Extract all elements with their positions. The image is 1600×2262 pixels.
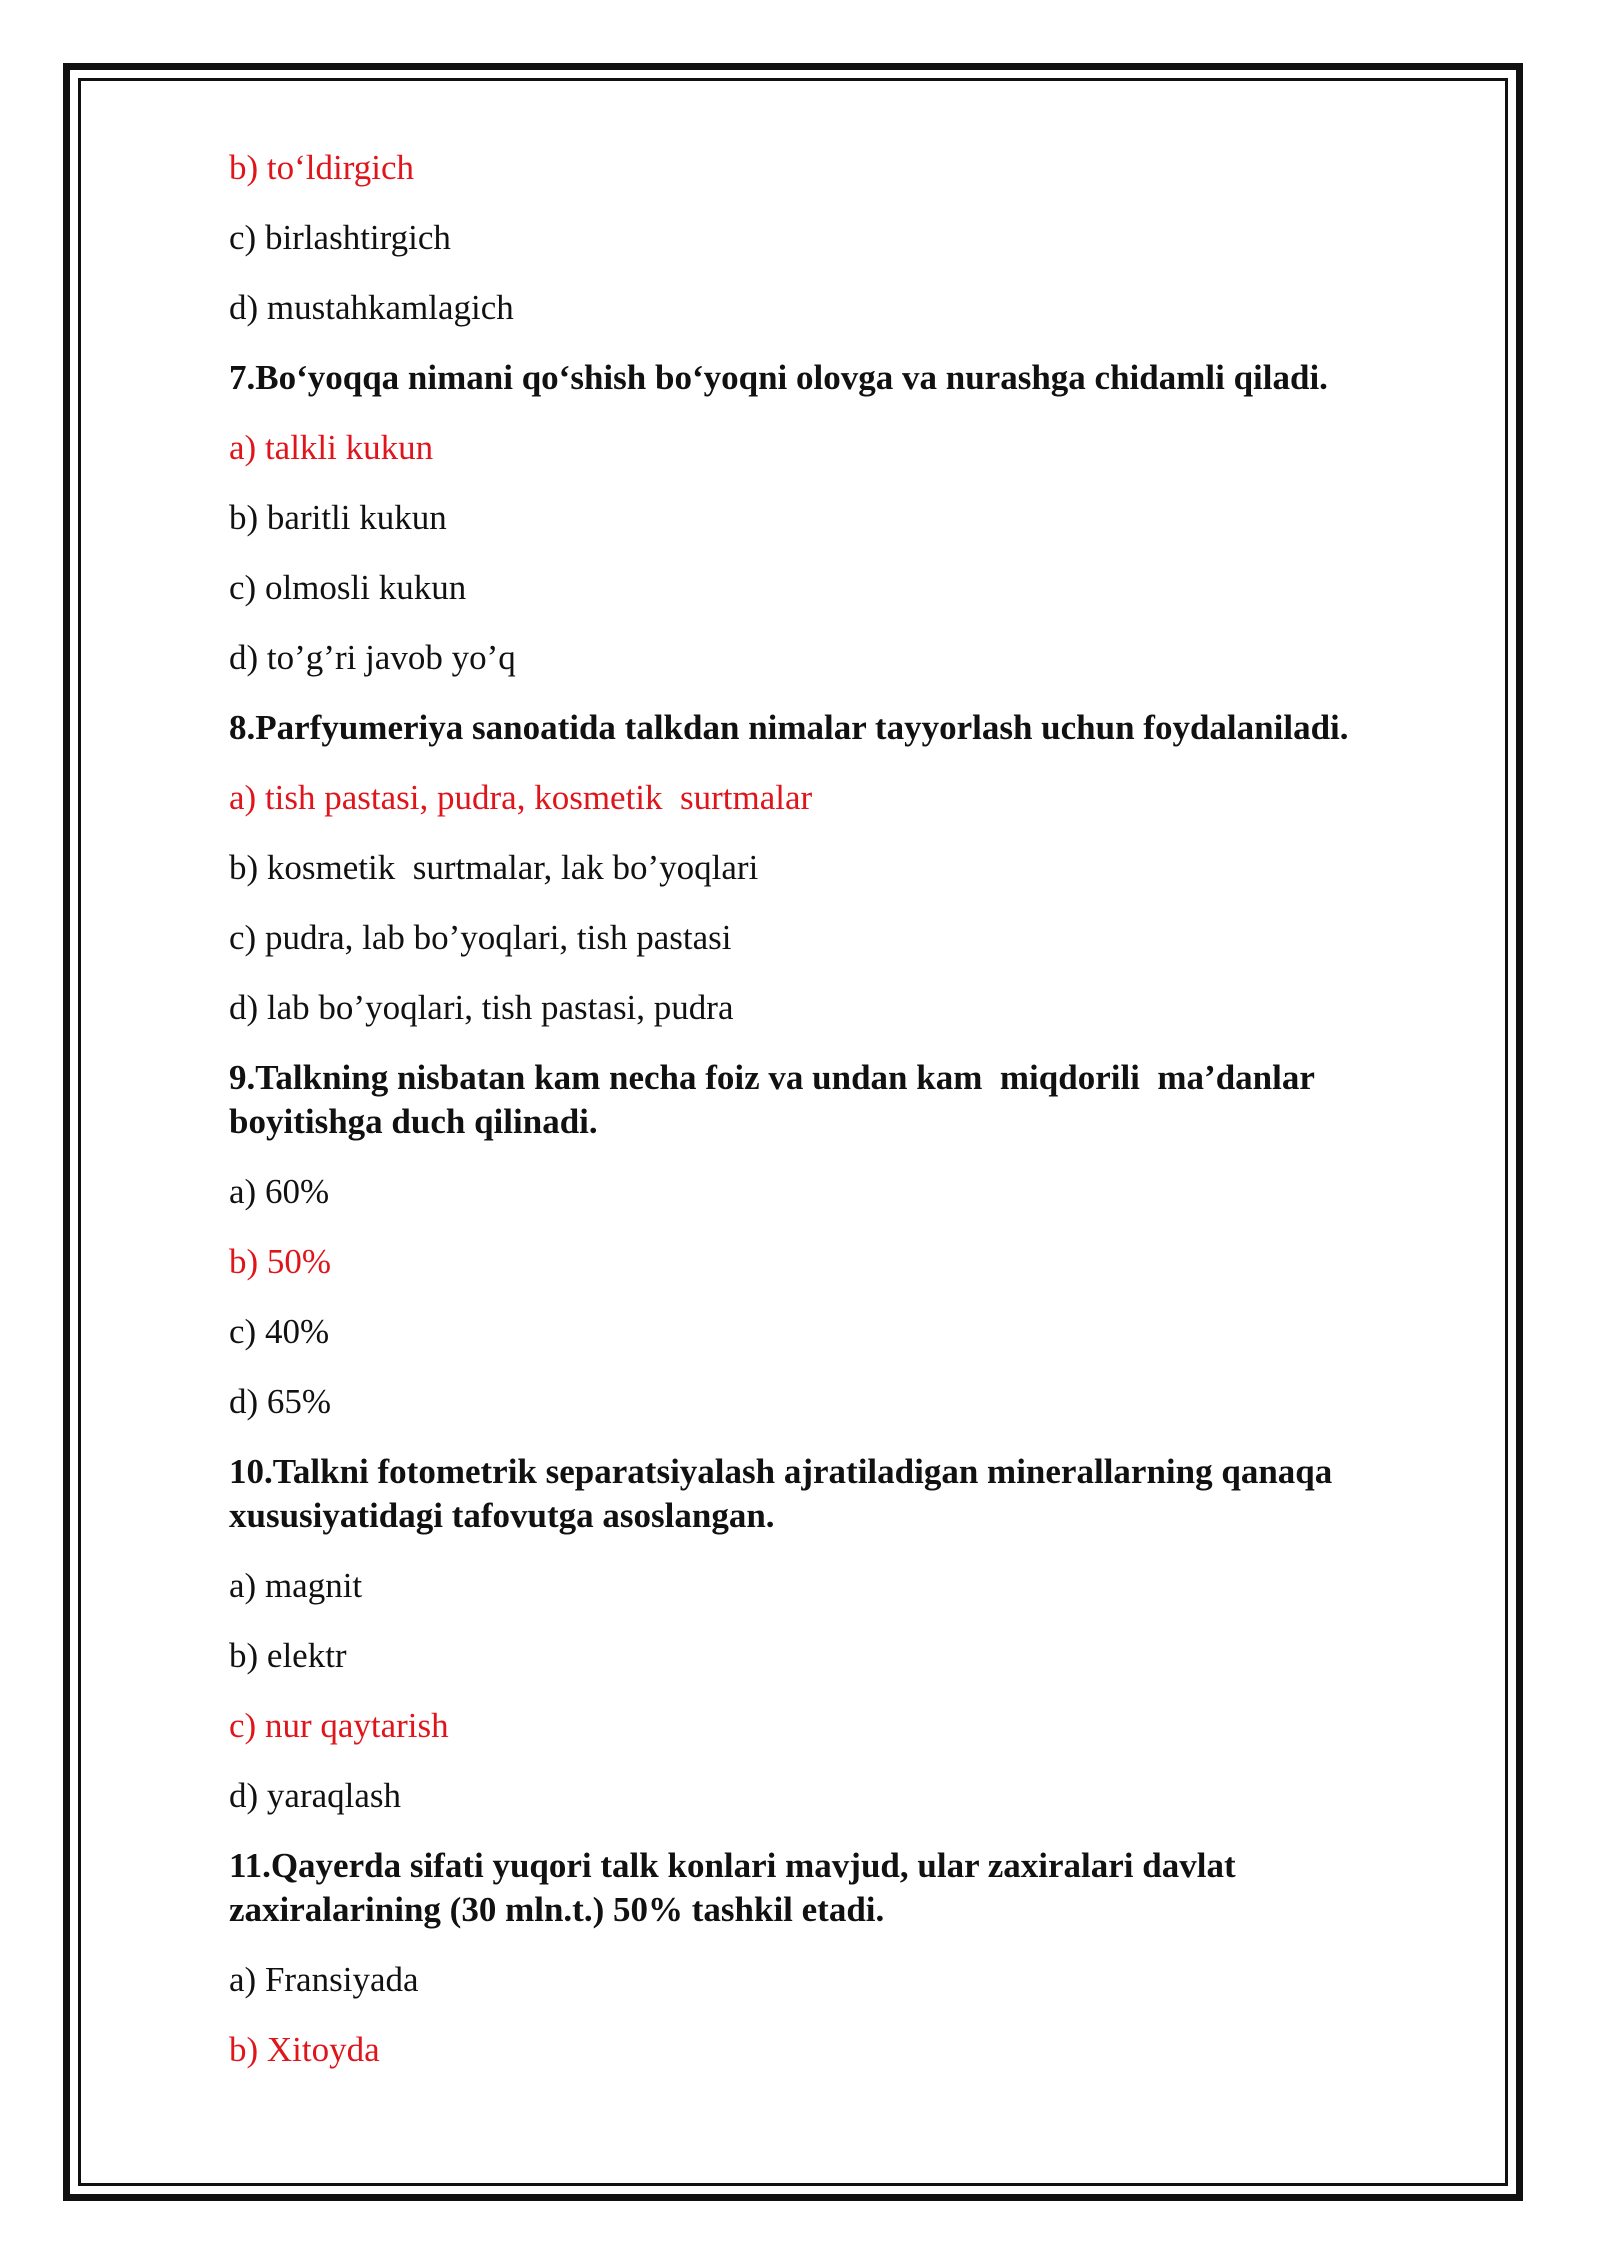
answer-option: d) mustahkamlagich [229,288,514,327]
quiz-content [229,146,1459,2098]
answer-option: b) kosmetik surtmalar, lak bo’yoqlari [229,848,759,887]
question-text: 9.Talkning nisbatan kam necha foiz va undan kam miqdorili ma’danlar boyitishga duch qilinadi. [229,1058,1315,1141]
answer-option-correct: a) tish pastasi, pudra, kosmetik surtmalar [229,778,813,817]
answer-option: a) 60% [229,1172,330,1211]
answer-option: d) to’g’ri javob yo’q [229,638,516,677]
answer-option: d) 65% [229,1382,332,1421]
answer-option-correct: b) Xitoyda [229,2030,380,2069]
answer-option: a) magnit [229,1566,363,1605]
answer-option: c) birlashtirgich [229,218,451,257]
question-text: 7.Bo‘yoqqa nimani qo‘shish bo‘yoqni olovga va nurashga chidamli qiladi. [229,358,1328,397]
question-text: 8.Parfyumeriya sanoatida talkdan nimalar tayyorlash uchun foydalaniladi. [229,708,1349,747]
answer-option: c) 40% [229,1312,330,1351]
answer-option: c) olmosli kukun [229,568,467,607]
answer-option: b) baritli kukun [229,498,447,537]
answer-option: b) elektr [229,1636,347,1675]
answer-option-correct: b) to‘ldirgich [229,148,415,187]
question-text: 11.Qayerda sifati yuqori talk konlari mavjud, ular zaxiralari davlat zaxiralarining (30 mln.t.) 50% tashkil etadi. [229,1846,1236,1929]
answer-option: d) lab bo’yoqlari, tish pastasi, pudra [229,988,734,1027]
answer-option: a) Fransiyada [229,1960,419,1999]
answer-option: c) pudra, lab bo’yoqlari, tish pastasi [229,918,732,957]
answer-option: d) yaraqlash [229,1776,402,1815]
answer-option-correct: a) talkli kukun [229,428,434,467]
question-text: 10.Talkni fotometrik separatsiyalash ajratiladigan minerallarning qanaqa xususiyatidagi tafovutga asoslangan. [229,1452,1333,1535]
answer-option-correct: b) 50% [229,1242,332,1281]
answer-option-correct: c) nur qaytarish [229,1706,449,1745]
